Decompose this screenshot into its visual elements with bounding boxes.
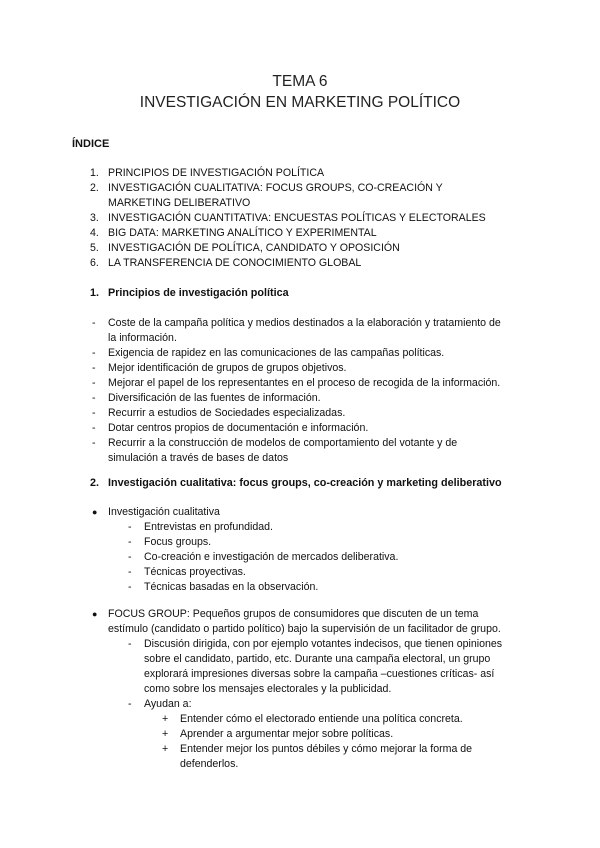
- index-item: INVESTIGACIÓN CUALITATIVA: FOCUS GROUPS, CO-CREACIÓN Y: [108, 182, 443, 194]
- document-title-line2: INVESTIGACIÓN EN MARKETING POLÍTICO: [139, 94, 461, 111]
- index-item: LA TRANSFERENCIA DE CONOCIMIENTO GLOBAL: [108, 257, 362, 269]
- index-item-number: 5.: [90, 242, 99, 254]
- sub-item-continuation: como sobre los mensajes electorales y la publicidad.: [144, 683, 392, 695]
- list-item: Mejorar el papel de los representantes en el proceso de recogida de la información.: [108, 377, 501, 389]
- sub-item: Co-creación e investigación de mercados deliberativa.: [144, 551, 399, 563]
- bullet-dot: ●: [92, 507, 98, 517]
- bullet-item-continuation: estímulo (candidato o partido político) bajo la supervisión de un facilitador de grupo.: [108, 623, 501, 635]
- dash-marker: -: [128, 521, 132, 533]
- list-item: Recurrir a la construcción de modelos de comportamiento del votante y de: [108, 437, 458, 449]
- index-item-number: 4.: [90, 227, 99, 239]
- list-item-continuation: simulación a través de bases de datos: [108, 452, 289, 464]
- dash-marker: -: [92, 392, 96, 404]
- plus-item-continuation: defenderlos.: [180, 758, 239, 770]
- section2-heading: Investigación cualitativa: focus groups, co-creación y marketing deliberativo: [108, 477, 502, 489]
- dash-marker: -: [128, 551, 132, 563]
- index-item: INVESTIGACIÓN DE POLÍTICA, CANDIDATO Y OPOSICIÓN: [108, 242, 400, 254]
- plus-item: Entender mejor los puntos débiles y cómo mejorar la forma de: [180, 743, 473, 755]
- dash-marker: -: [92, 362, 96, 374]
- sub-item: Ayudan a:: [144, 698, 192, 710]
- sub-item: Entrevistas en profundidad.: [144, 521, 273, 533]
- dash-marker: -: [128, 638, 132, 650]
- index-item: BIG DATA: MARKETING ANALÍTICO Y EXPERIMENTAL: [108, 227, 377, 239]
- sub-item-continuation: sobre el candidato, partido, etc. Durante una campaña electoral, un grupo: [144, 653, 491, 665]
- list-item-continuation: la información.: [108, 332, 177, 344]
- sub-item: Técnicas basadas en la observación.: [144, 581, 319, 593]
- index-item-number: 2.: [90, 182, 99, 194]
- index-item: INVESTIGACIÓN CUANTITATIVA: ENCUESTAS POLÍTICAS Y ELECTORALES: [108, 212, 486, 224]
- dash-marker: -: [128, 536, 132, 548]
- list-item: Dotar centros propios de documentación e información.: [108, 422, 369, 434]
- dash-marker: -: [92, 422, 96, 434]
- dash-marker: -: [128, 566, 132, 578]
- bullet-item: Investigación cualitativa: [108, 506, 220, 518]
- list-item: Exigencia de rapidez en las comunicaciones de las campañas políticas.: [108, 347, 445, 359]
- section1-heading: Principios de investigación política: [108, 287, 289, 299]
- dash-marker: -: [92, 317, 96, 329]
- bullet-item: FOCUS GROUP: Pequeños grupos de consumidores que discuten de un tema: [108, 608, 479, 620]
- document-title-line1: TEMA 6: [272, 73, 328, 90]
- index-item-continuation: MARKETING DELIBERATIVO: [108, 197, 251, 209]
- index-item-number: 3.: [90, 212, 99, 224]
- index-item-number: 6.: [90, 257, 99, 269]
- list-item: Coste de la campaña política y medios destinados a la elaboración y tratamiento de: [108, 317, 501, 329]
- plus-marker: +: [162, 728, 169, 740]
- list-item: Mejor identificación de grupos de grupos objetivos.: [108, 362, 347, 374]
- dash-marker: -: [92, 407, 96, 419]
- bullet-dot: ●: [92, 609, 98, 619]
- section1-number: 1.: [90, 287, 100, 299]
- index-item: PRINCIPIOS DE INVESTIGACIÓN POLÍTICA: [108, 167, 325, 179]
- sub-item: Técnicas proyectivas.: [144, 566, 246, 578]
- dash-marker: -: [92, 437, 96, 449]
- index-heading: ÍNDICE: [72, 138, 110, 150]
- plus-marker: +: [162, 713, 169, 725]
- list-item: Recurrir a estudios de Sociedades especializadas.: [108, 407, 346, 419]
- sub-item: Discusión dirigida, con por ejemplo votantes indecisos, que tienen opiniones: [144, 638, 503, 650]
- dash-marker: -: [92, 347, 96, 359]
- plus-marker: +: [162, 743, 169, 755]
- section2-number: 2.: [90, 477, 100, 489]
- dash-marker: -: [128, 698, 132, 710]
- sub-item: Focus groups.: [144, 536, 212, 548]
- sub-item-continuation: explorará impresiones diversas sobre la campaña –cuestiones críticas- así: [144, 668, 495, 680]
- index-item-number: 1.: [90, 167, 99, 179]
- dash-marker: -: [128, 581, 132, 593]
- plus-item: Aprender a argumentar mejor sobre políticas.: [180, 728, 394, 740]
- dash-marker: -: [92, 377, 96, 389]
- list-item: Diversificación de las fuentes de información.: [108, 392, 321, 404]
- plus-item: Entender cómo el electorado entiende una política concreta.: [180, 713, 463, 725]
